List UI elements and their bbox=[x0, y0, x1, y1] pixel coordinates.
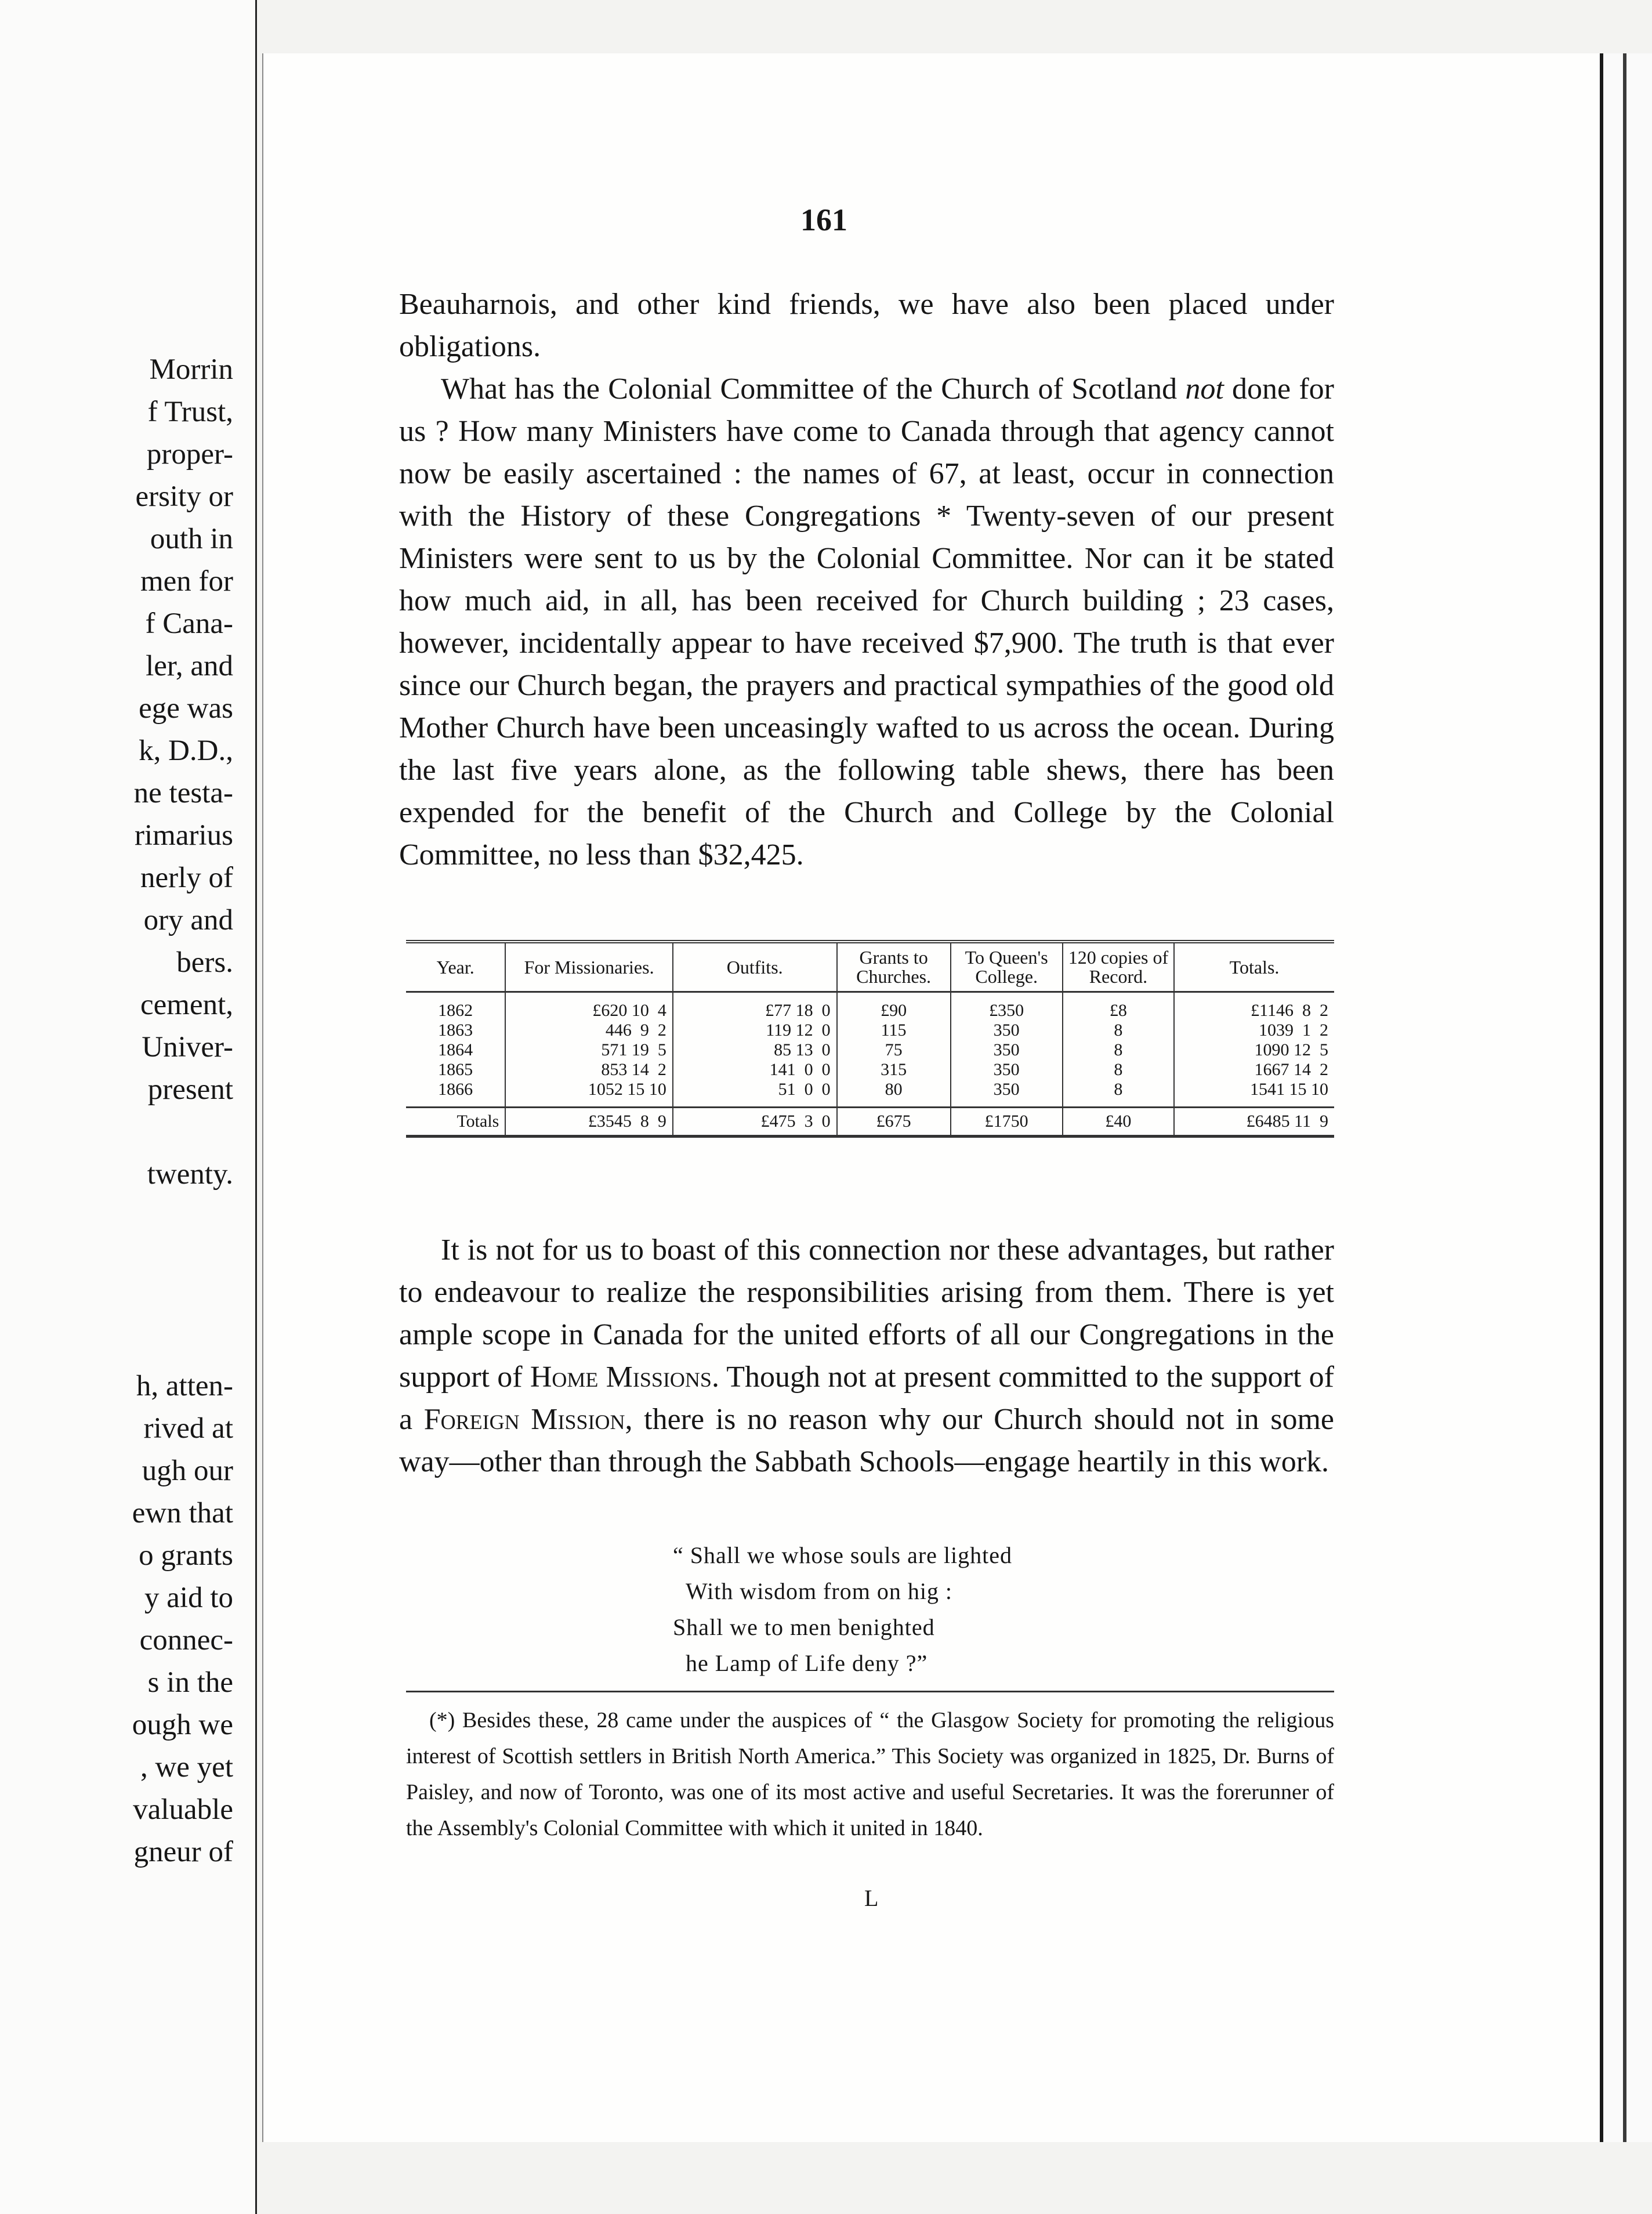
facing-page-line: ugh our bbox=[142, 1455, 233, 1487]
table-row: 1865 853 14 2 141 0 0 315 350 8 1667 14 2 bbox=[406, 1060, 1334, 1080]
facing-page-line: rived at bbox=[143, 1412, 233, 1445]
verse-line: “ Shall we whose souls are lighted bbox=[673, 1542, 1012, 1568]
col-record: 120 copies of Record. bbox=[1063, 942, 1174, 992]
table-row: 1864 571 19 5 85 13 0 75 350 8 1090 12 5 bbox=[406, 1040, 1334, 1060]
page-number: 161 bbox=[800, 202, 847, 237]
table-row: 1866 1052 15 10 51 0 0 80 350 8 1541 15 10 bbox=[406, 1080, 1334, 1108]
facing-page-line: twenty. bbox=[147, 1158, 233, 1191]
facing-page-line: bers. bbox=[176, 946, 233, 979]
table-header-row bbox=[406, 942, 1334, 992]
facing-page-line: , we yet bbox=[140, 1751, 233, 1784]
facing-page-line: gneur of bbox=[133, 1836, 233, 1868]
facing-page-line: s in the bbox=[147, 1666, 233, 1699]
footnote-rule bbox=[406, 1691, 1334, 1692]
col-queens: To Queen's College. bbox=[951, 942, 1063, 992]
page-edge bbox=[1600, 53, 1652, 2142]
facing-page-line: ege was bbox=[139, 692, 233, 725]
footnote-text: (*) Besides these, 28 came under the auspices of “ the Glasgow Society for promoting the religious interest of Scottish settlers in British North America.” This Society was organized in 1825, Dr. Burns of Paisley, and now of Toronto, was one of its most active and useful Secretaries. It was the forerunner of the Assembly's Colonial Committee with which it united in 1840. bbox=[406, 1708, 1334, 1840]
italic-not: not bbox=[1185, 372, 1224, 406]
foreign-mission: Foreign Mission, bbox=[423, 1403, 633, 1436]
facing-page-line: ler, and bbox=[146, 650, 233, 682]
col-totals: Totals. bbox=[1174, 942, 1334, 992]
body-text-bottom bbox=[399, 1229, 1334, 1483]
facing-page-line: Univer- bbox=[142, 1031, 233, 1063]
paragraph-3: It is not for us to boast of this connection nor these advantages, but rather to endeavour to realize the responsibilities arising from them. There is yet ample scope in Canada for the united efforts of all our Congregations in the support of Home Missions. Though not at present committed to the support of a Foreign Mission, there is no reason why our Church should not in some way—other than through the Sabbath Schools—engage heartily in this work. bbox=[399, 1233, 1334, 1478]
verse-line: With wisdom from on hig : bbox=[686, 1578, 953, 1604]
facing-page-line: connec- bbox=[139, 1624, 233, 1656]
paragraph-1: Beauharnois, and other kind friends, we have also been placed under obligations. bbox=[399, 288, 1334, 363]
facing-page-line: f Cana- bbox=[145, 607, 233, 640]
verse-quote bbox=[673, 1538, 1012, 1681]
facing-page-line: ersity or bbox=[135, 480, 233, 513]
col-year: Year. bbox=[406, 942, 505, 992]
paragraph-2: What has the Colonial Committee of the Church of Scotland not done for us ? How many Ministers have come to Canada through that agency cannot now be easily ascertained : the names of 67, at least, occur in connection with the History of these Congregations * Twenty-seven of our present Ministers were sent to us by the Colonial Committee. Nor can it be stated how much aid, in all, has been received for Church building ; 23 cases, however, incidentally appear to have received $7,900. The truth is that ever since our Church began, the prayers and practical sympathies of the good old Mother Church have been unceasingly wafted to us across the ocean. During the last five years alone, as the following table shews, there has been expended for the benefit of the Church and College by the Colonial Committee, no less than $32,425. bbox=[399, 372, 1334, 871]
facing-page-line: o grants bbox=[139, 1539, 233, 1572]
expenditure-table bbox=[406, 940, 1334, 1138]
verse-line: he Lamp of Life deny ?” bbox=[686, 1650, 928, 1676]
facing-page-line: proper- bbox=[146, 438, 233, 471]
col-missionaries: For Missionaries. bbox=[505, 942, 672, 992]
col-outfits: Outfits. bbox=[673, 942, 837, 992]
facing-page-line: present bbox=[147, 1073, 233, 1106]
verse-line: Shall we to men benighted bbox=[673, 1614, 935, 1640]
facing-page-line: ewn that bbox=[132, 1497, 233, 1529]
facing-page-line: ory and bbox=[143, 904, 233, 936]
footnote bbox=[406, 1702, 1334, 1846]
facing-page-line: outh in bbox=[150, 523, 233, 555]
facing-page-line: ne testa- bbox=[133, 777, 233, 809]
signature-mark: L bbox=[864, 1885, 879, 1911]
facing-page-line: men for bbox=[140, 565, 233, 598]
facing-page-left bbox=[0, 0, 257, 2214]
table-totals-row: Totals £3545 8 9 £475 3 0 £675 £1750 £40 £6485 11 9 bbox=[406, 1108, 1334, 1137]
totals-label: Totals bbox=[406, 1108, 505, 1137]
table-row: 1863 446 9 2 119 12 0 115 350 8 1039 1 2 bbox=[406, 1021, 1334, 1040]
facing-page-line: ough we bbox=[132, 1709, 233, 1741]
facing-page-line: y aid to bbox=[144, 1582, 233, 1614]
facing-page-line: h, atten- bbox=[136, 1370, 233, 1402]
col-grants: Grants to Churches. bbox=[837, 942, 951, 992]
facing-page-line: k, D.D., bbox=[139, 735, 233, 767]
home-missions: Home Missions. bbox=[530, 1361, 719, 1394]
facing-page-line: valuable bbox=[133, 1793, 233, 1826]
body-text-top bbox=[399, 283, 1334, 876]
facing-page-line: rimarius bbox=[135, 819, 233, 852]
facing-page-line: f Trust, bbox=[147, 396, 233, 428]
facing-page-line: nerly of bbox=[140, 862, 233, 894]
facing-page-line: Morrin bbox=[149, 353, 233, 386]
facing-page-line: cement, bbox=[140, 989, 233, 1021]
table-row: 1862 £620 10 4 £77 18 0 £90 £350 £8 £1146 8 2 bbox=[406, 992, 1334, 1021]
